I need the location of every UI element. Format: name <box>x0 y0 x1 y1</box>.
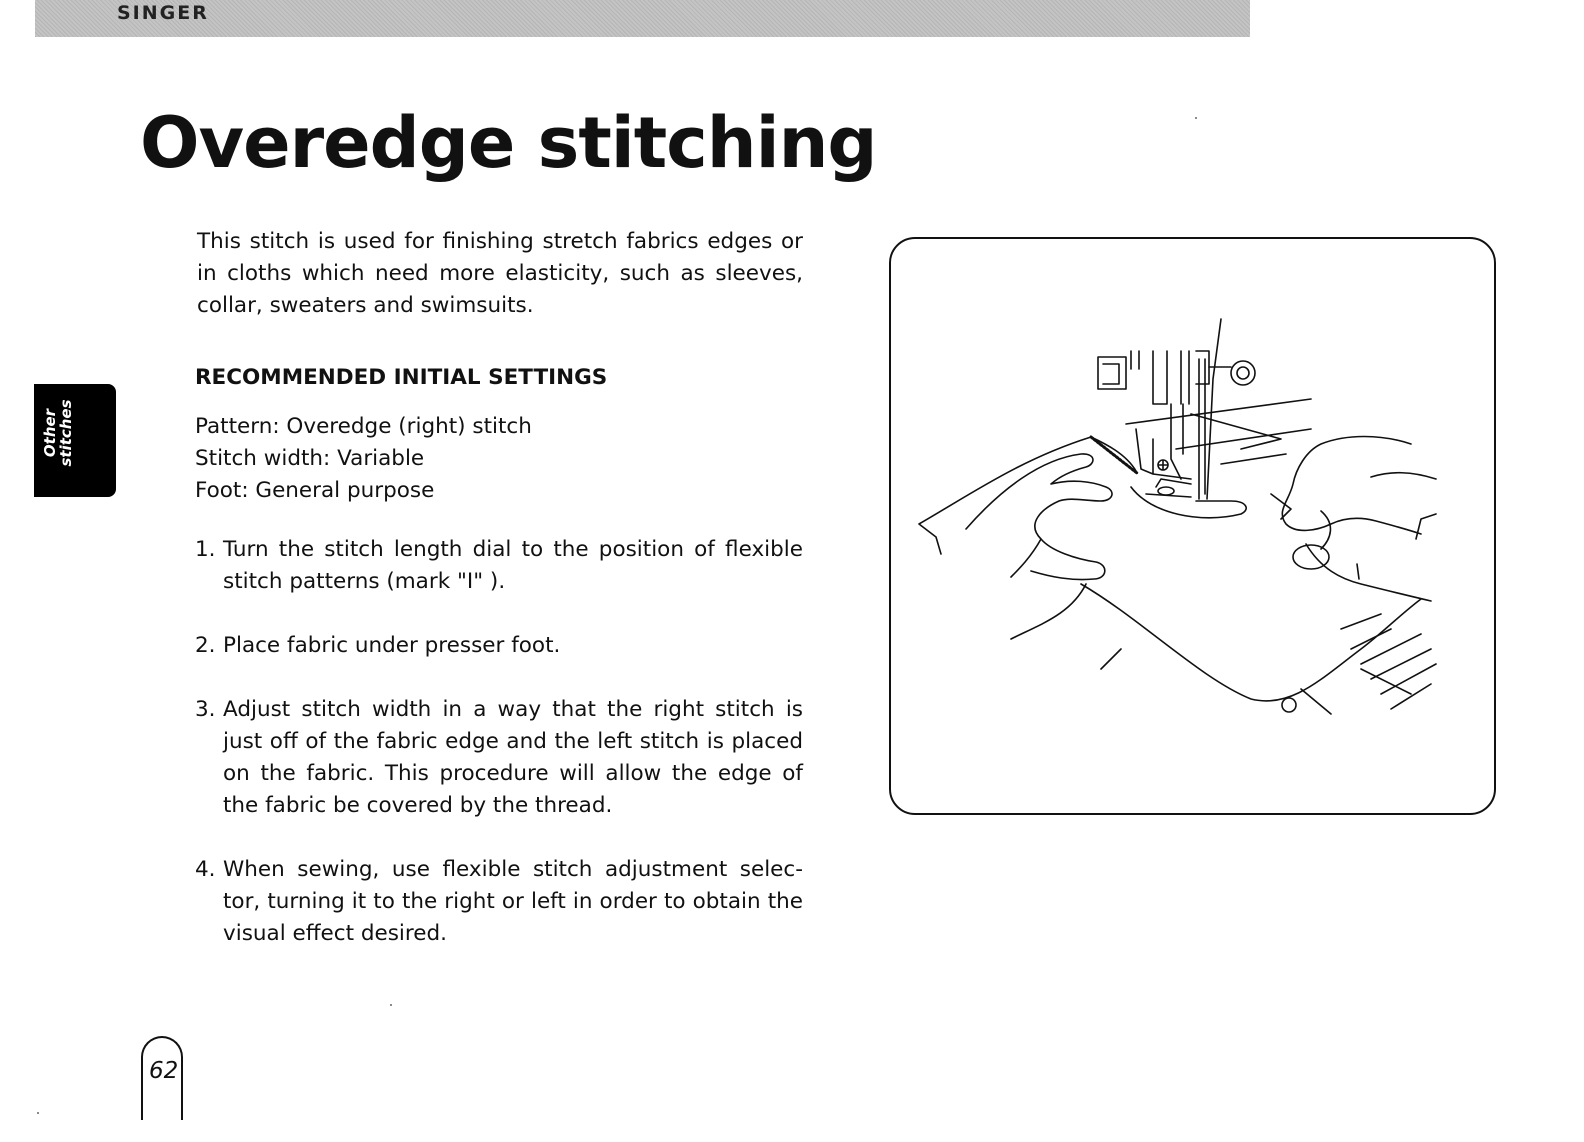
step-number: 2. <box>195 633 216 658</box>
setting-stitch-width: Stitch width: Variable <box>195 446 425 471</box>
step-item <box>195 534 803 598</box>
plate-screw <box>1282 698 1296 712</box>
step-item <box>195 694 803 822</box>
section-tab-line-2: stitches <box>57 399 75 467</box>
step-text: Turn the stitch length dial to the position of flexible stitch patterns (mark "I" ). <box>223 537 803 594</box>
settings-list <box>195 411 803 507</box>
settings-heading: RECOMMENDED INITIAL SETTINGS <box>195 365 608 390</box>
text-column <box>195 226 803 982</box>
setting-foot: Foot: General purpose <box>195 478 435 503</box>
section-tab[interactable] <box>34 384 116 497</box>
right-thumb <box>1293 545 1329 569</box>
step-number: 1. <box>195 537 216 562</box>
setting-pattern: Pattern: Overedge (right) stitch <box>195 414 532 439</box>
step-number: 3. <box>195 697 216 722</box>
step-text: Place fabric under presser foot. <box>223 633 561 658</box>
header-band <box>35 0 1250 37</box>
step-number: 4. <box>195 857 216 882</box>
section-tab-line-1: Other <box>41 408 59 458</box>
foot-hole <box>1158 487 1174 495</box>
left-hand <box>966 454 1112 580</box>
step-text: Adjust stitch width in a way that the right stitch is just off of the fabric edge and the left stitch is placed on the fabric. This procedure will allow the edge of the fabric be covered by the thread. <box>223 697 803 818</box>
intro-paragraph: This stitch is used for finishing stretch fabrics edges or in cloths which need more elasticity, such as sleeves, collar, sweaters and swimsuits. <box>197 229 803 318</box>
step-text: When sewing, use flexible stitch adjustment selec-tor, turning it to the right or left in order to obtain the visual effect desired. <box>223 857 803 946</box>
presser-foot <box>1131 479 1246 518</box>
page-title: Overedge stitching <box>140 102 877 184</box>
steps-list <box>195 534 803 950</box>
brand-name: SINGER <box>117 2 209 24</box>
step-item <box>195 854 803 950</box>
page-number: 62 <box>149 1058 179 1084</box>
scan-speck <box>37 1112 39 1114</box>
sewing-illustration <box>891 239 1494 813</box>
step-item <box>195 630 803 662</box>
illustration-frame <box>889 237 1496 815</box>
scan-speck <box>1195 117 1197 119</box>
section-tab-label <box>42 384 74 482</box>
front-plate <box>1301 614 1436 714</box>
scan-speck <box>390 1004 392 1006</box>
page-number-tab <box>141 1036 183 1120</box>
stitch-line <box>1091 437 1137 473</box>
